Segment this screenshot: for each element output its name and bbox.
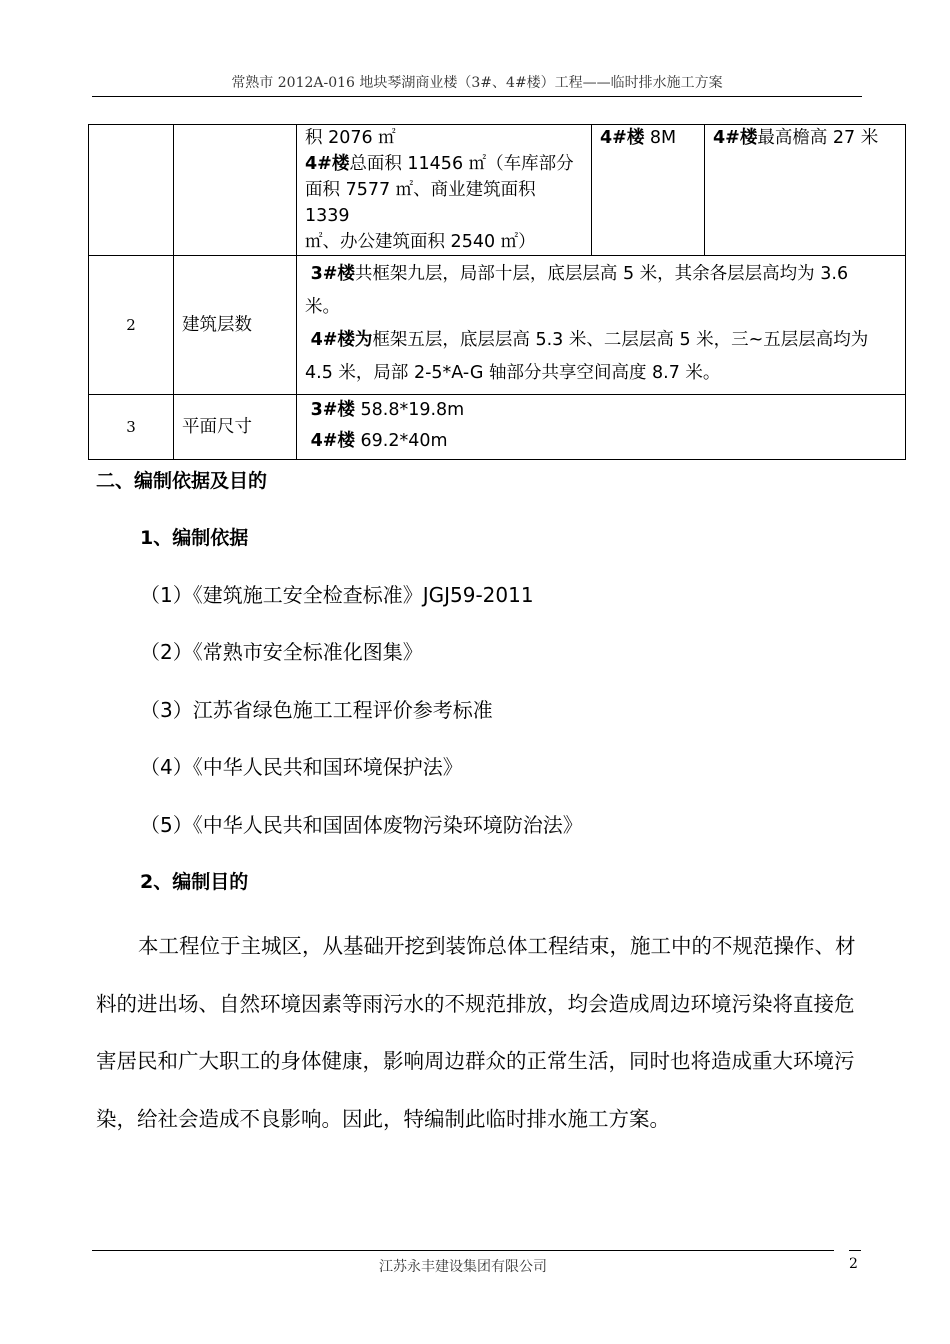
- basis-item-1: （1）《建筑施工安全检查标准》JGJ59-2011: [140, 583, 534, 607]
- building-4-label: 4#楼: [600, 128, 645, 148]
- row-label: 平面尺寸: [174, 395, 297, 460]
- area-line-2-text: 总面积 11456 ㎡（车库部分: [349, 154, 574, 174]
- building-4-label: 4#楼: [305, 154, 350, 174]
- row-label: 建筑层数: [174, 256, 297, 395]
- floors-content-cell: [297, 256, 906, 395]
- building-4-label: 4#楼: [713, 128, 758, 148]
- basis-item-5: （5）《中华人民共和国固体废物污染环境防治法》: [140, 813, 583, 837]
- table-row-area: [89, 125, 906, 256]
- area-cell: [297, 125, 592, 256]
- row-number-cell: [89, 125, 174, 256]
- row-number: 2: [89, 256, 174, 395]
- floors-line-4: 4.5 米，局部 2-5*A-G 轴部分共享空间高度 8.7 米。: [305, 363, 721, 383]
- floors-line-3-text: 框架五层，底层层高 5.3 米、二层层高 5 米，三~五层层高均为: [372, 330, 869, 350]
- page-number: 2: [849, 1256, 858, 1272]
- eave-height-cell: [705, 125, 906, 256]
- area-line-3: 面积 7577 ㎡、商业建筑面积 1339: [305, 180, 536, 226]
- area-line-1: 积 2076 ㎡: [305, 128, 396, 148]
- subsection-heading-purpose: 2、编制目的: [140, 871, 249, 893]
- footer-page-rule: [849, 1250, 861, 1251]
- purpose-paragraph: 本工程位于主城区，从基础开挖到装饰总体工程结束，施工中的不规范操作、材料的进出场、自然环境因素等雨污水的不规范排放，均会造成周边环境污染将直接危害居民和广大职工的身体健康，影响周边群众的正常生活，同时也将造成重大环境污染，给社会造成不良影响。因此，特编制此临时排水施工方案。: [96, 934, 856, 1131]
- project-info-table: [88, 124, 906, 460]
- dimensions-line-1: [305, 395, 899, 426]
- floors-line-3: [305, 324, 899, 357]
- footer-rule: [92, 1250, 834, 1251]
- height-cell: [592, 125, 705, 256]
- floors-line-1: [305, 258, 899, 291]
- building-3-label: 3#楼: [310, 400, 355, 420]
- table-row-floors: [89, 256, 906, 395]
- row-number: 3: [89, 395, 174, 460]
- table-row-dimensions: [89, 395, 906, 460]
- row-label-cell: [174, 125, 297, 256]
- dimensions-line-2-text: 69.2*40m: [354, 431, 448, 451]
- floors-line-1-text: 共框架九层，局部十层，底层层高 5 米，其余各层层高均为 3.6: [354, 264, 849, 284]
- eave-height-value: 最高檐高 27 米: [757, 128, 879, 148]
- dimensions-content-cell: [297, 395, 906, 460]
- area-line-4: ㎡、办公建筑面积 2540 ㎡）: [305, 232, 536, 252]
- header-rule: [92, 96, 862, 97]
- basis-item-3: （3）江苏省绿色施工工程评价参考标准: [140, 698, 493, 722]
- footer-company: 江苏永丰建设集团有限公司: [379, 1259, 547, 1275]
- dimensions-line-1-text: 58.8*19.8m: [354, 400, 465, 420]
- building-4-label: 4#楼为: [310, 330, 373, 350]
- height-value: 8M: [644, 128, 677, 148]
- page-header: 常熟市 2012A-016 地块琴湖商业楼（3#、4#楼）工程——临时排水施工方案: [231, 75, 723, 91]
- area-line-2: [305, 151, 585, 177]
- building-3-label: 3#楼: [310, 264, 355, 284]
- basis-item-4: （4）《中华人民共和国环境保护法》: [140, 755, 463, 779]
- dimensions-line-2: [305, 426, 899, 457]
- building-4-label: 4#楼: [310, 431, 355, 451]
- floors-line-2: 米。: [305, 297, 340, 317]
- section-heading: 二、编制依据及目的: [96, 470, 268, 492]
- subsection-heading-basis: 1、编制依据: [140, 527, 249, 549]
- basis-item-2: （2）《常熟市安全标准化图集》: [140, 640, 423, 664]
